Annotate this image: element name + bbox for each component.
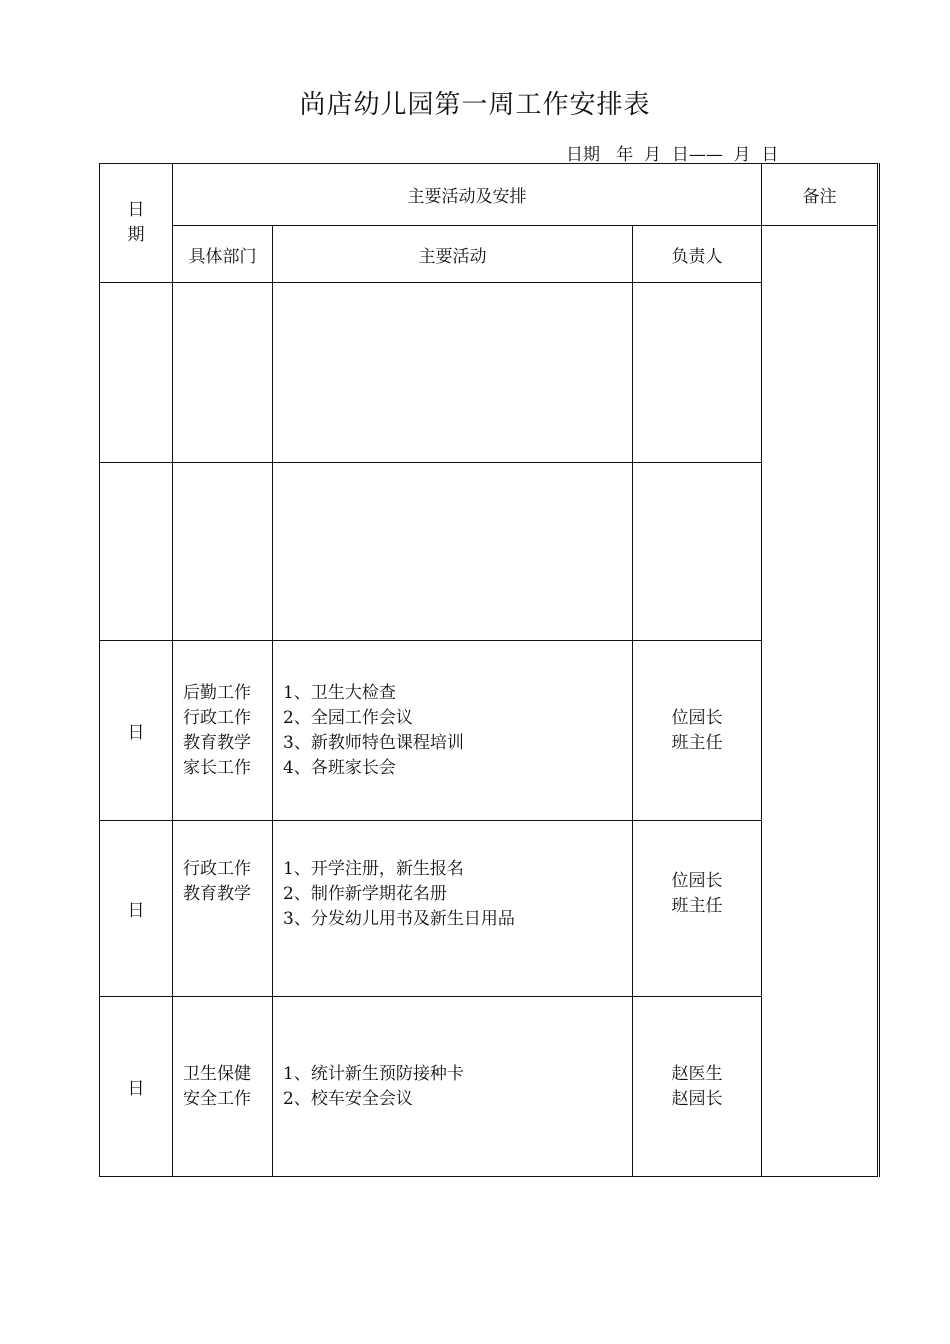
department-item: 教育教学: [183, 732, 251, 753]
row-activities: [273, 283, 633, 463]
row-date: 日: [100, 997, 173, 1177]
activity-item: 1、卫生大检查: [283, 682, 396, 703]
main-activity-header: 主要活动: [273, 226, 633, 283]
date-header-char-1: 日: [127, 200, 145, 220]
person-in-charge-header: 负责人: [633, 226, 762, 283]
person-item: 班主任: [671, 896, 723, 916]
department-header: 具体部门: [173, 226, 273, 283]
activity-item: 4、各班家长会: [283, 757, 396, 778]
activity-item: 1、开学注册，新生报名: [283, 859, 464, 879]
person-item: 位园长: [671, 707, 723, 728]
document-title: 尚店幼儿园第一周工作安排表: [299, 90, 651, 120]
date-range-line: 日期 年 月 日—— 月 日: [566, 145, 779, 165]
row-departments: [173, 997, 273, 1177]
department-item: 卫生保健: [183, 1063, 251, 1084]
activity-item: 2、制作新学期花名册: [283, 884, 447, 904]
row-departments: [173, 821, 273, 997]
person-item: 赵园长: [671, 1088, 723, 1109]
date-header-char-2: 期: [127, 225, 145, 245]
department-item: 安全工作: [183, 1088, 251, 1109]
activity-item: 3、新教师特色课程培训: [283, 732, 464, 753]
row-date: 日: [100, 641, 173, 821]
row-departments: [173, 463, 273, 641]
row-departments: [173, 641, 273, 821]
row-departments: [173, 283, 273, 463]
schedule-table: [99, 163, 880, 1177]
department-item: 行政工作: [183, 707, 251, 728]
row-persons: [633, 821, 762, 997]
activity-item: 2、校车安全会议: [283, 1088, 413, 1109]
main-activities-group-header: 主要活动及安排: [173, 164, 762, 226]
department-item: 家长工作: [183, 757, 251, 778]
row-date: [100, 283, 173, 463]
department-item: 教育教学: [183, 884, 251, 904]
person-item: 位园长: [671, 871, 723, 891]
row-persons: [633, 641, 762, 821]
row-activities: [273, 463, 633, 641]
department-item: 行政工作: [183, 859, 251, 879]
row-date: 日: [100, 821, 173, 997]
department-item: 后勤工作: [183, 682, 251, 703]
row-activities: [273, 821, 633, 997]
row-activities: [273, 641, 633, 821]
row-persons: [633, 283, 762, 463]
row-persons: [633, 463, 762, 641]
row-activities: [273, 997, 633, 1177]
activity-item: 1、统计新生预防接种卡: [283, 1063, 464, 1084]
activity-item: 2、全园工作会议: [283, 707, 413, 728]
row-persons: [633, 997, 762, 1177]
row-date: [100, 463, 173, 641]
activity-item: 3、分发幼儿用书及新生日用品: [283, 909, 515, 929]
date-column-header: [100, 164, 173, 283]
person-item: 班主任: [671, 732, 723, 753]
remarks-cell: [762, 226, 879, 1177]
remarks-header: 备注: [762, 164, 879, 226]
person-item: 赵医生: [671, 1063, 723, 1084]
